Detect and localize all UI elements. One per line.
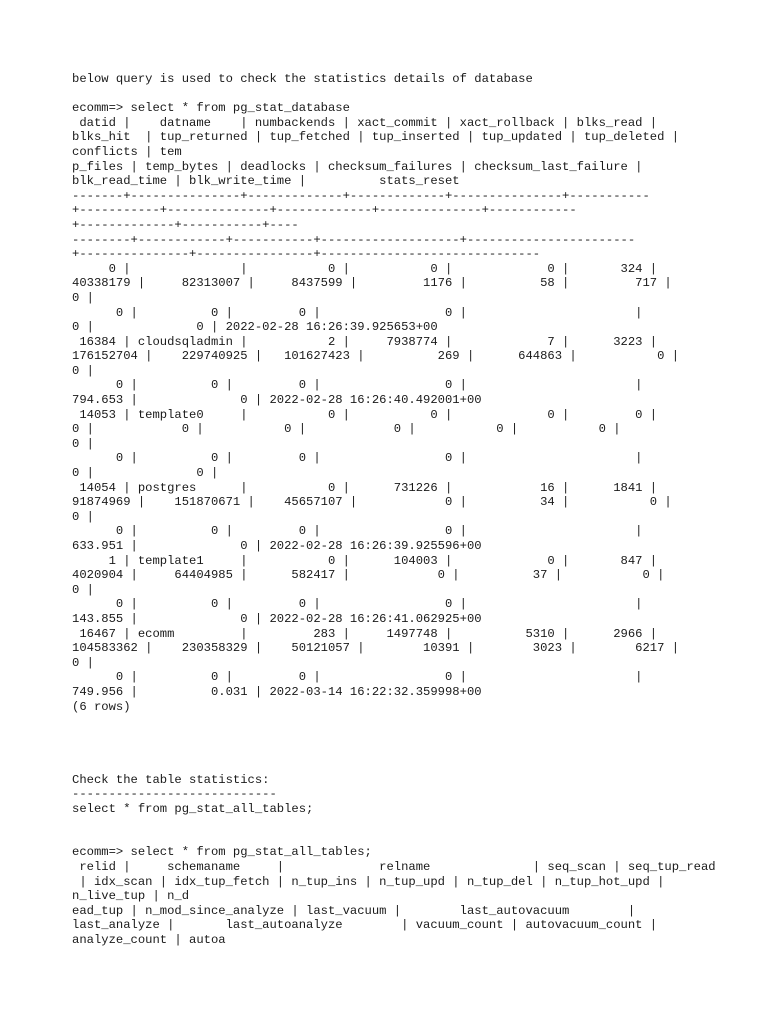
db-stats-row: 4020904 | 64404985 | 582417 | 0 | 37 | 0 | bbox=[72, 568, 665, 583]
db-stats-row: 176152704 | 229740925 | 101627423 | 269 | 644863 | 0 | bbox=[72, 349, 680, 364]
db-stats-row: 0 | 0 | 0 | 0 | 0 | 0 | bbox=[72, 422, 621, 437]
db-stats-header-line: p_files | temp_bytes | deadlocks | checksum_failures | checksum_last_failure | bbox=[72, 159, 643, 174]
db-stats-row: 0 | 0 | 0 | 0 | | bbox=[72, 305, 643, 320]
table-stats-header-line: last_analyze | last_autoanalyze | vacuum_count | autovacuum_count | bbox=[72, 918, 658, 933]
db-stats-row: 0 | 0 | 2022-02-28 16:26:39.925653+00 bbox=[72, 320, 438, 335]
db-stats-row: 633.951 | 0 | 2022-02-28 16:26:39.925596+00 bbox=[72, 539, 482, 553]
blank-line bbox=[72, 729, 712, 744]
db-stats-row: 0 | bbox=[72, 509, 94, 524]
blank-line bbox=[72, 816, 712, 831]
table-separator: --------+------------+-----------+-------------------+----------------------- bbox=[72, 232, 636, 247]
db-stats-row: 16467 | ecomm | 283 | 1497748 | 5310 | 2966 | bbox=[72, 626, 658, 641]
blank-line bbox=[72, 831, 712, 846]
db-stats-row: 0 | bbox=[72, 655, 94, 670]
db-stats-row: 1 | template1 | 0 | 104003 | 0 | 847 | bbox=[72, 553, 658, 568]
db-stats-row: 143.855 | 0 | 2022-02-28 16:26:41.062925+00 bbox=[72, 611, 482, 626]
db-stats-header-line: conflicts | tem bbox=[72, 144, 182, 159]
blank-line bbox=[72, 714, 712, 729]
db-stats-row: 749.956 | 0.031 | 2022-03-14 16:22:32.359998+00 bbox=[72, 684, 482, 699]
db-stats-header-line: datid | datname | numbackends | xact_commit | xact_rollback | blks_read | bbox=[72, 115, 658, 130]
db-stats-row: 14053 | template0 | 0 | 0 | 0 | 0 | bbox=[72, 407, 658, 422]
db-stats-row: 0 | 0 | 0 | 0 | | bbox=[72, 451, 643, 466]
blank-line bbox=[72, 743, 712, 758]
table-separator: +---------------+----------------+------------------------------ bbox=[72, 247, 541, 262]
db-stats-row: 794.653 | 0 | 2022-02-28 16:26:40.492001+00 bbox=[72, 393, 482, 408]
table-query-text: select * from pg_stat_all_tables; bbox=[72, 801, 314, 816]
db-stats-row: 0 | bbox=[72, 582, 94, 597]
db-stats-row: 91874969 | 151870671 | 45657107 | 0 | 34 | 0 | bbox=[72, 495, 672, 510]
db-stats-row: 0 | 0 | bbox=[72, 466, 219, 481]
db-stats-row: 104583362 | 230358329 | 50121057 | 10391 | 3023 | 6217 | bbox=[72, 641, 680, 656]
db-stats-row: 40338179 | 82313007 | 8437599 | 1176 | 58 | 717 | bbox=[72, 276, 672, 291]
intro-text: below query is used to check the statistics details of database bbox=[72, 72, 533, 86]
db-stats-row: 16384 | cloudsqladmin | 2 | 7938774 | 7 | 3223 | bbox=[72, 334, 658, 349]
db-query-command: ecomm=> select * from pg_stat_database bbox=[72, 101, 350, 116]
table-stats-header-line: n_live_tup | n_d bbox=[72, 889, 190, 904]
db-stats-header-line: blks_hit | tup_returned | tup_fetched | tup_inserted | tup_updated | tup_deleted | bbox=[72, 130, 680, 145]
db-stats-row: 0 | bbox=[72, 290, 94, 305]
db-stats-row: 0 | | 0 | 0 | 0 | 324 | bbox=[72, 261, 658, 276]
db-stats-row: 0 | 0 | 0 | 0 | | bbox=[72, 524, 643, 539]
db-stats-row: 14054 | postgres | 0 | 731226 | 16 | 1841 | bbox=[72, 480, 658, 495]
db-stats-row: 0 | 0 | 0 | 0 | | bbox=[72, 670, 643, 685]
db-stats-row: 0 | 0 | 0 | 0 | | bbox=[72, 597, 643, 612]
table-separator: -------+---------------+-------------+-------------+---------------+----------- bbox=[72, 188, 650, 203]
table-separator: +-------------+-----------+---- bbox=[72, 217, 299, 232]
blank-line bbox=[72, 758, 712, 773]
table-query-command: ecomm=> select * from pg_stat_all_tables; bbox=[72, 845, 372, 860]
section-heading: Check the table statistics: bbox=[72, 772, 270, 787]
table-stats-header-line: ead_tup | n_mod_since_analyze | last_vacuum | last_autovacuum | bbox=[72, 903, 636, 918]
db-stats-header-line: blk_read_time | blk_write_time | stats_reset bbox=[72, 174, 460, 189]
document-page bbox=[72, 72, 716, 948]
db-stats-row: 0 | bbox=[72, 436, 94, 451]
row-count: (6 rows) bbox=[72, 699, 131, 714]
table-separator: +-----------+--------------+-------------+--------------+------------ bbox=[72, 203, 577, 218]
table-stats-header-line: analyze_count | autoa bbox=[72, 933, 226, 948]
table-stats-header-line: relid | schemaname | relname | seq_scan | seq_tup_read bbox=[72, 860, 716, 875]
db-stats-row: 0 | 0 | 0 | 0 | | bbox=[72, 378, 643, 393]
db-stats-row: 0 | bbox=[72, 363, 94, 378]
heading-underline: ---------------------------- bbox=[72, 787, 277, 802]
table-stats-header-line: | idx_scan | idx_tup_fetch | n_tup_ins | n_tup_upd | n_tup_del | n_tup_hot_upd | bbox=[72, 874, 665, 889]
blank-line bbox=[72, 87, 712, 102]
